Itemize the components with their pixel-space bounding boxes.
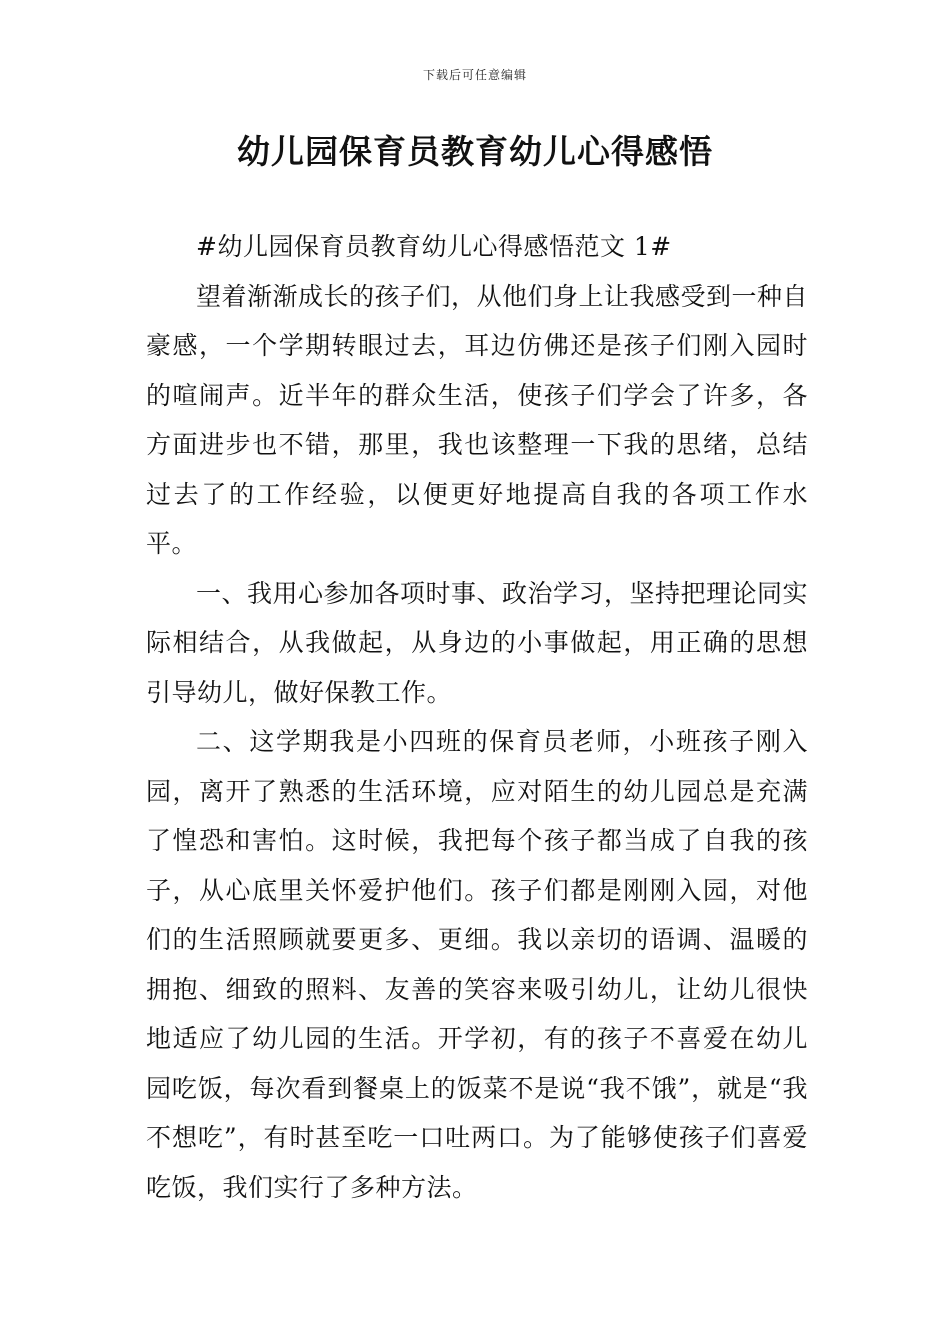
header-note: 下载后可任意编辑 bbox=[422, 68, 527, 82]
document-title: 幼儿园保育员教育幼儿心得感悟 bbox=[237, 132, 713, 171]
section-heading: #幼儿园保育员教育幼儿心得感悟范文 1# bbox=[196, 232, 672, 261]
paragraph-point-two: 二、这学期我是小四班的保育员老师，小班孩子刚入园，离开了熟悉的生活环境，应对陌生的幼儿园总是充满了惶恐和害怕。这时候，我把每个孩子都当成了自我的孩子，从心底里关怀爱护他们。孩子们都是刚刚入园，对他们的生活照顾就要更多、更细。我以亲切的语调、温暖的拥抱、细致的照料、友善的笑容来吸引幼儿，让幼儿很快地适应了幼儿园的生活。开学初，有的孩子不喜爱在幼儿园吃饭，每次看到餐桌上的饭菜不是说“我不饿”，就是“我不想吃”，有时甚至吃一口吐两口。为了能够使孩子们喜爱吃饭，我们实行了多种方法。 bbox=[146, 727, 808, 1202]
document-body bbox=[146, 222, 808, 1212]
paragraph-point-one: 一、我用心参加各项时事、政治学习，坚持把理论同实际相结合，从我做起，从身边的小事做起，用正确的思想引导幼儿，做好保教工作。 bbox=[146, 578, 809, 707]
paragraph-intro: 望着渐渐成长的孩子们，从他们身上让我感受到一种自豪感，一个学期转眼过去，耳边仿佛还是孩子们刚入园时的喧闹声。近半年的群众生活，使孩子们学会了许多，各方面进步也不错，那里，我也该整理一下我的思绪，总结过去了的工作经验，以便更好地提高自我的各项工作水平。 bbox=[146, 281, 809, 558]
